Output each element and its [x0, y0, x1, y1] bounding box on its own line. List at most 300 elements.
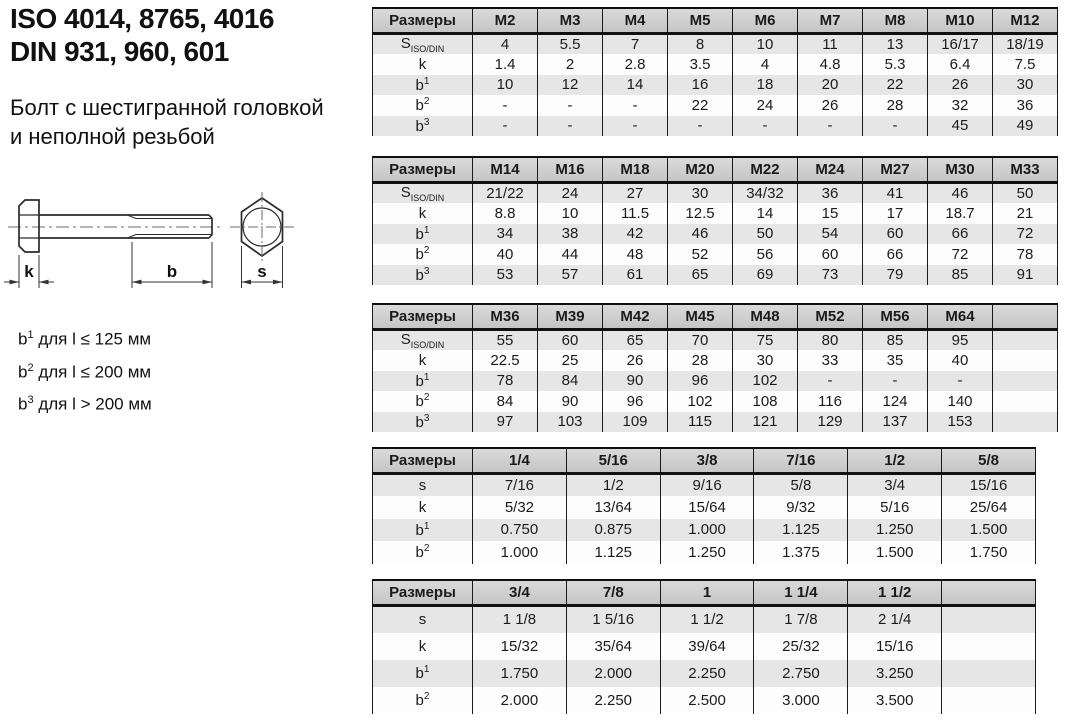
- row-label: k: [373, 203, 473, 224]
- value-cell: 34/32: [733, 183, 798, 204]
- row-label: $b^3$: [373, 412, 473, 433]
- row-label: k: [373, 350, 473, 371]
- note-b1-sup: 1: [27, 329, 34, 341]
- table-row: [373, 541, 1036, 564]
- value-cell: 40: [928, 350, 993, 371]
- value-cell: [993, 371, 1058, 392]
- description-line-2: и неполной резьбой: [10, 124, 215, 149]
- value-cell: 41: [863, 183, 928, 204]
- value-cell: 78: [993, 244, 1058, 265]
- value-cell: 75: [733, 330, 798, 351]
- value-cell: 1.375: [754, 541, 848, 564]
- value-cell: 10: [733, 34, 798, 55]
- note-b2-symbol: b: [18, 362, 28, 382]
- size-column-header: M12: [993, 8, 1058, 34]
- value-cell: -: [863, 371, 928, 392]
- row-label: $b^2$: [373, 244, 473, 265]
- table-row: [373, 371, 1058, 392]
- value-cell: 17: [863, 203, 928, 224]
- value-cell: 15/32: [473, 633, 567, 660]
- value-cell: 50: [733, 224, 798, 245]
- product-description: [10, 93, 324, 151]
- value-cell: 109: [603, 412, 668, 433]
- value-cell: 3.000: [754, 687, 848, 714]
- row-label: $b^3$: [373, 265, 473, 286]
- value-cell: 35: [863, 350, 928, 371]
- value-cell: 26: [798, 95, 863, 116]
- size-column-header: M56: [863, 304, 928, 330]
- value-cell: 15/16: [942, 474, 1036, 497]
- table-metric-m2-m12: [372, 7, 1058, 136]
- empty-column-header: [942, 580, 1036, 606]
- size-column-header: M6: [733, 8, 798, 34]
- size-column-header: M5: [668, 8, 733, 34]
- row-label: $b^1$: [373, 224, 473, 245]
- value-cell: 69: [733, 265, 798, 286]
- value-cell: 22: [668, 95, 733, 116]
- iso-standards-line: ISO 4014, 8765, 4016: [10, 3, 274, 34]
- table-row: [373, 330, 1058, 351]
- size-column-header: M18: [603, 157, 668, 183]
- note-b3-text: для l > 200 мм: [33, 394, 152, 414]
- row-label: s: [373, 474, 473, 497]
- row-label: $b^1$: [373, 660, 473, 687]
- size-column-header: M33: [993, 157, 1058, 183]
- value-cell: 1 5/16: [566, 606, 660, 633]
- value-cell: 102: [668, 391, 733, 412]
- row-label: $b^2$: [373, 95, 473, 116]
- header-row: [373, 8, 1058, 34]
- value-cell: 66: [928, 224, 993, 245]
- value-cell: -: [473, 95, 538, 116]
- value-cell: [942, 660, 1036, 687]
- value-cell: -: [798, 371, 863, 392]
- value-cell: 4: [473, 34, 538, 55]
- value-cell: 54: [798, 224, 863, 245]
- value-cell: 14: [603, 75, 668, 96]
- standards-title: [10, 2, 274, 68]
- bolt-technical-drawing: [0, 185, 370, 303]
- value-cell: -: [668, 116, 733, 137]
- table-imperial-small: [372, 447, 1036, 564]
- value-cell: 140: [928, 391, 993, 412]
- value-cell: 1.750: [473, 660, 567, 687]
- table-metric-m36-m64: [372, 303, 1058, 432]
- value-cell: 1.000: [473, 541, 567, 564]
- size-column-header: M22: [733, 157, 798, 183]
- dimension-table-metric-m36-m64: [372, 303, 1058, 432]
- value-cell: 3/4: [848, 474, 942, 497]
- header-row: [373, 580, 1036, 606]
- value-cell: 90: [538, 391, 603, 412]
- value-cell: [993, 412, 1058, 433]
- value-cell: 50: [993, 183, 1058, 204]
- sizes-header-cell: Размеры: [373, 8, 473, 34]
- row-label: $S_{ISO/DIN}$: [373, 183, 473, 204]
- size-column-header: M16: [538, 157, 603, 183]
- value-cell: 36: [993, 95, 1058, 116]
- hex-end-view: [230, 192, 294, 262]
- value-cell: 13/64: [566, 496, 660, 519]
- value-cell: 9/32: [754, 496, 848, 519]
- dimension-table-metric-m2-m12: [372, 7, 1058, 136]
- value-cell: -: [538, 95, 603, 116]
- value-cell: -: [798, 116, 863, 137]
- value-cell: 44: [538, 244, 603, 265]
- size-column-header: M8: [863, 8, 928, 34]
- table-row: [373, 244, 1058, 265]
- row-label: k: [373, 54, 473, 75]
- size-column-header: 7/16: [754, 448, 848, 474]
- table-row: [373, 474, 1036, 497]
- value-cell: 1.750: [942, 541, 1036, 564]
- table-row: [373, 54, 1058, 75]
- value-cell: -: [473, 116, 538, 137]
- table-row: [373, 687, 1036, 714]
- value-cell: -: [603, 95, 668, 116]
- value-cell: 7: [603, 34, 668, 55]
- header-row: [373, 304, 1058, 330]
- value-cell: 5/8: [754, 474, 848, 497]
- size-column-header: M2: [473, 8, 538, 34]
- value-cell: 46: [668, 224, 733, 245]
- value-cell: 15/64: [660, 496, 754, 519]
- value-cell: 26: [603, 350, 668, 371]
- value-cell: 25: [538, 350, 603, 371]
- value-cell: 55: [473, 330, 538, 351]
- value-cell: 2.750: [754, 660, 848, 687]
- value-cell: 1.125: [754, 519, 848, 542]
- dimension-table-metric-m14-m33: [372, 156, 1058, 285]
- value-cell: 12: [538, 75, 603, 96]
- bolt-head-side-view: [19, 200, 39, 252]
- value-cell: 26: [928, 75, 993, 96]
- dim-label-k: k: [24, 262, 34, 281]
- note-b3-sup: 3: [27, 394, 34, 407]
- value-cell: 79: [863, 265, 928, 286]
- table-row: [373, 633, 1036, 660]
- value-cell: 16: [668, 75, 733, 96]
- value-cell: 33: [798, 350, 863, 371]
- value-cell: 96: [668, 371, 733, 392]
- value-cell: 2 1/4: [848, 606, 942, 633]
- value-cell: 1.4: [473, 54, 538, 75]
- value-cell: [993, 330, 1058, 351]
- value-cell: 5.5: [538, 34, 603, 55]
- size-column-header: M42: [603, 304, 668, 330]
- size-column-header: M52: [798, 304, 863, 330]
- thread-length-notes: [18, 321, 152, 419]
- value-cell: 46: [928, 183, 993, 204]
- value-cell: 22: [863, 75, 928, 96]
- table-row: [373, 265, 1058, 286]
- value-cell: 39/64: [660, 633, 754, 660]
- value-cell: 40: [473, 244, 538, 265]
- size-column-header: 3/4: [473, 580, 567, 606]
- hex-center-lines: [230, 192, 294, 262]
- value-cell: 0.875: [566, 519, 660, 542]
- table-row: [373, 75, 1058, 96]
- value-cell: 11.5: [603, 203, 668, 224]
- value-cell: 78: [473, 371, 538, 392]
- value-cell: 1.000: [660, 519, 754, 542]
- note-b2-text: для l ≤ 200 мм: [33, 362, 152, 382]
- value-cell: 115: [668, 412, 733, 433]
- value-cell: 25/64: [942, 496, 1036, 519]
- row-label: $b^1$: [373, 371, 473, 392]
- note-b3: [18, 386, 152, 419]
- table-row: [373, 116, 1058, 137]
- note-b3-symbol: b: [18, 394, 28, 414]
- value-cell: 2.000: [473, 687, 567, 714]
- size-column-header: M4: [603, 8, 668, 34]
- value-cell: 60: [538, 330, 603, 351]
- dimension-table-imperial-threequarters-oneandhalf: [372, 579, 1036, 714]
- value-cell: -: [863, 116, 928, 137]
- value-cell: 6.4: [928, 54, 993, 75]
- din-standards-line: DIN 931, 960, 601: [10, 36, 229, 67]
- value-cell: 72: [993, 224, 1058, 245]
- value-cell: 121: [733, 412, 798, 433]
- value-cell: 20: [798, 75, 863, 96]
- size-column-header: M45: [668, 304, 733, 330]
- value-cell: 102: [733, 371, 798, 392]
- row-label: $b^2$: [373, 687, 473, 714]
- row-label: $S_{ISO/DIN}$: [373, 330, 473, 351]
- table-row: [373, 412, 1058, 433]
- value-cell: 22.5: [473, 350, 538, 371]
- value-cell: 15/16: [848, 633, 942, 660]
- value-cell: 24: [538, 183, 603, 204]
- value-cell: 2.000: [566, 660, 660, 687]
- table-imperial-large: [372, 579, 1036, 714]
- value-cell: 2.500: [660, 687, 754, 714]
- value-cell: 65: [603, 330, 668, 351]
- value-cell: 8: [668, 34, 733, 55]
- value-cell: 1.250: [660, 541, 754, 564]
- table-metric-m14-m33: [372, 156, 1058, 285]
- value-cell: 4: [733, 54, 798, 75]
- value-cell: 15: [798, 203, 863, 224]
- value-cell: 30: [993, 75, 1058, 96]
- size-column-header: M36: [473, 304, 538, 330]
- value-cell: 38: [538, 224, 603, 245]
- value-cell: [942, 606, 1036, 633]
- header-row: [373, 157, 1058, 183]
- note-b1-text: для l ≤ 125 мм: [33, 329, 152, 349]
- value-cell: 14: [733, 203, 798, 224]
- value-cell: 18: [733, 75, 798, 96]
- value-cell: 61: [603, 265, 668, 286]
- row-label: $b^3$: [373, 116, 473, 137]
- size-column-header: M24: [798, 157, 863, 183]
- header-row: [373, 448, 1036, 474]
- size-column-header: 3/8: [660, 448, 754, 474]
- value-cell: 3.500: [848, 687, 942, 714]
- value-cell: 116: [798, 391, 863, 412]
- row-label: s: [373, 606, 473, 633]
- value-cell: 3.250: [848, 660, 942, 687]
- size-column-header: M30: [928, 157, 993, 183]
- value-cell: 1.500: [942, 519, 1036, 542]
- value-cell: 13: [863, 34, 928, 55]
- value-cell: 1.500: [848, 541, 942, 564]
- value-cell: 70: [668, 330, 733, 351]
- size-column-header: M14: [473, 157, 538, 183]
- table-row: [373, 496, 1036, 519]
- value-cell: 103: [538, 412, 603, 433]
- value-cell: [942, 633, 1036, 660]
- value-cell: 48: [603, 244, 668, 265]
- size-column-header: M10: [928, 8, 993, 34]
- table-row: [373, 183, 1058, 204]
- value-cell: 60: [863, 224, 928, 245]
- value-cell: 2: [538, 54, 603, 75]
- value-cell: 18.7: [928, 203, 993, 224]
- table-row: [373, 224, 1058, 245]
- value-cell: 36: [798, 183, 863, 204]
- value-cell: 3.5: [668, 54, 733, 75]
- value-cell: 91: [993, 265, 1058, 286]
- table-row: [373, 95, 1058, 116]
- value-cell: 1 7/8: [754, 606, 848, 633]
- value-cell: 16/17: [928, 34, 993, 55]
- size-column-header: 5/8: [942, 448, 1036, 474]
- value-cell: 52: [668, 244, 733, 265]
- value-cell: 21: [993, 203, 1058, 224]
- value-cell: 28: [668, 350, 733, 371]
- value-cell: 95: [928, 330, 993, 351]
- value-cell: [993, 391, 1058, 412]
- value-cell: 2.250: [566, 687, 660, 714]
- table-row: [373, 203, 1058, 224]
- size-column-header: M39: [538, 304, 603, 330]
- value-cell: 124: [863, 391, 928, 412]
- value-cell: 57: [538, 265, 603, 286]
- row-label: $S_{ISO/DIN}$: [373, 34, 473, 55]
- value-cell: 90: [603, 371, 668, 392]
- value-cell: 1.125: [566, 541, 660, 564]
- size-column-header: 1/2: [848, 448, 942, 474]
- value-cell: 108: [733, 391, 798, 412]
- value-cell: 80: [798, 330, 863, 351]
- size-column-header: M7: [798, 8, 863, 34]
- value-cell: 10: [473, 75, 538, 96]
- value-cell: 1 1/8: [473, 606, 567, 633]
- size-column-header: M27: [863, 157, 928, 183]
- value-cell: 85: [928, 265, 993, 286]
- size-column-header: 5/16: [566, 448, 660, 474]
- value-cell: 9/16: [660, 474, 754, 497]
- size-column-header: 1/4: [473, 448, 567, 474]
- value-cell: 85: [863, 330, 928, 351]
- description-line-1: Болт с шестигранной головкой: [10, 95, 324, 120]
- value-cell: 10: [538, 203, 603, 224]
- value-cell: -: [538, 116, 603, 137]
- dim-label-s: s: [257, 262, 267, 281]
- value-cell: 5.3: [863, 54, 928, 75]
- table-row: [373, 34, 1058, 55]
- table-row: [373, 391, 1058, 412]
- value-cell: 25/32: [754, 633, 848, 660]
- value-cell: 153: [928, 412, 993, 433]
- size-column-header: M3: [538, 8, 603, 34]
- value-cell: 8.8: [473, 203, 538, 224]
- table-row: [373, 606, 1036, 633]
- dimension-table-imperial-quarter-fiveeighths: [372, 447, 1036, 564]
- size-column-header: M48: [733, 304, 798, 330]
- table-row: [373, 519, 1036, 542]
- value-cell: 7/16: [473, 474, 567, 497]
- value-cell: 42: [603, 224, 668, 245]
- row-label: $b^1$: [373, 75, 473, 96]
- value-cell: 97: [473, 412, 538, 433]
- value-cell: 72: [928, 244, 993, 265]
- value-cell: 56: [733, 244, 798, 265]
- value-cell: 60: [798, 244, 863, 265]
- value-cell: 65: [668, 265, 733, 286]
- value-cell: 96: [603, 391, 668, 412]
- value-cell: [993, 350, 1058, 371]
- value-cell: -: [928, 371, 993, 392]
- table-row: [373, 350, 1058, 371]
- value-cell: 7.5: [993, 54, 1058, 75]
- sizes-header-cell: Размеры: [373, 580, 473, 606]
- value-cell: 0.750: [473, 519, 567, 542]
- sizes-header-cell: Размеры: [373, 448, 473, 474]
- row-label: $b^2$: [373, 541, 473, 564]
- value-cell: [942, 687, 1036, 714]
- value-cell: 84: [538, 371, 603, 392]
- value-cell: 12.5: [668, 203, 733, 224]
- value-cell: 53: [473, 265, 538, 286]
- value-cell: 18/19: [993, 34, 1058, 55]
- value-cell: 30: [733, 350, 798, 371]
- value-cell: 1.250: [848, 519, 942, 542]
- value-cell: -: [733, 116, 798, 137]
- value-cell: 30: [668, 183, 733, 204]
- size-column-header: 1 1/4: [754, 580, 848, 606]
- value-cell: 28: [863, 95, 928, 116]
- table-row: [373, 660, 1036, 687]
- value-cell: 5/32: [473, 496, 567, 519]
- value-cell: 45: [928, 116, 993, 137]
- size-column-header: M20: [668, 157, 733, 183]
- value-cell: 49: [993, 116, 1058, 137]
- sizes-header-cell: Размеры: [373, 157, 473, 183]
- value-cell: -: [603, 116, 668, 137]
- value-cell: 24: [733, 95, 798, 116]
- empty-column-header: [993, 304, 1058, 330]
- value-cell: 129: [798, 412, 863, 433]
- row-label: $b^2$: [373, 391, 473, 412]
- size-column-header: 7/8: [566, 580, 660, 606]
- dim-label-b: b: [166, 262, 178, 281]
- size-column-header: M64: [928, 304, 993, 330]
- value-cell: 32: [928, 95, 993, 116]
- note-b2: [18, 354, 152, 387]
- value-cell: 2.8: [603, 54, 668, 75]
- value-cell: 137: [863, 412, 928, 433]
- value-cell: 1 1/2: [660, 606, 754, 633]
- value-cell: 11: [798, 34, 863, 55]
- value-cell: 27: [603, 183, 668, 204]
- value-cell: 21/22: [473, 183, 538, 204]
- note-b1: [18, 321, 152, 354]
- note-b1-symbol: b: [18, 329, 28, 349]
- value-cell: 73: [798, 265, 863, 286]
- value-cell: 34: [473, 224, 538, 245]
